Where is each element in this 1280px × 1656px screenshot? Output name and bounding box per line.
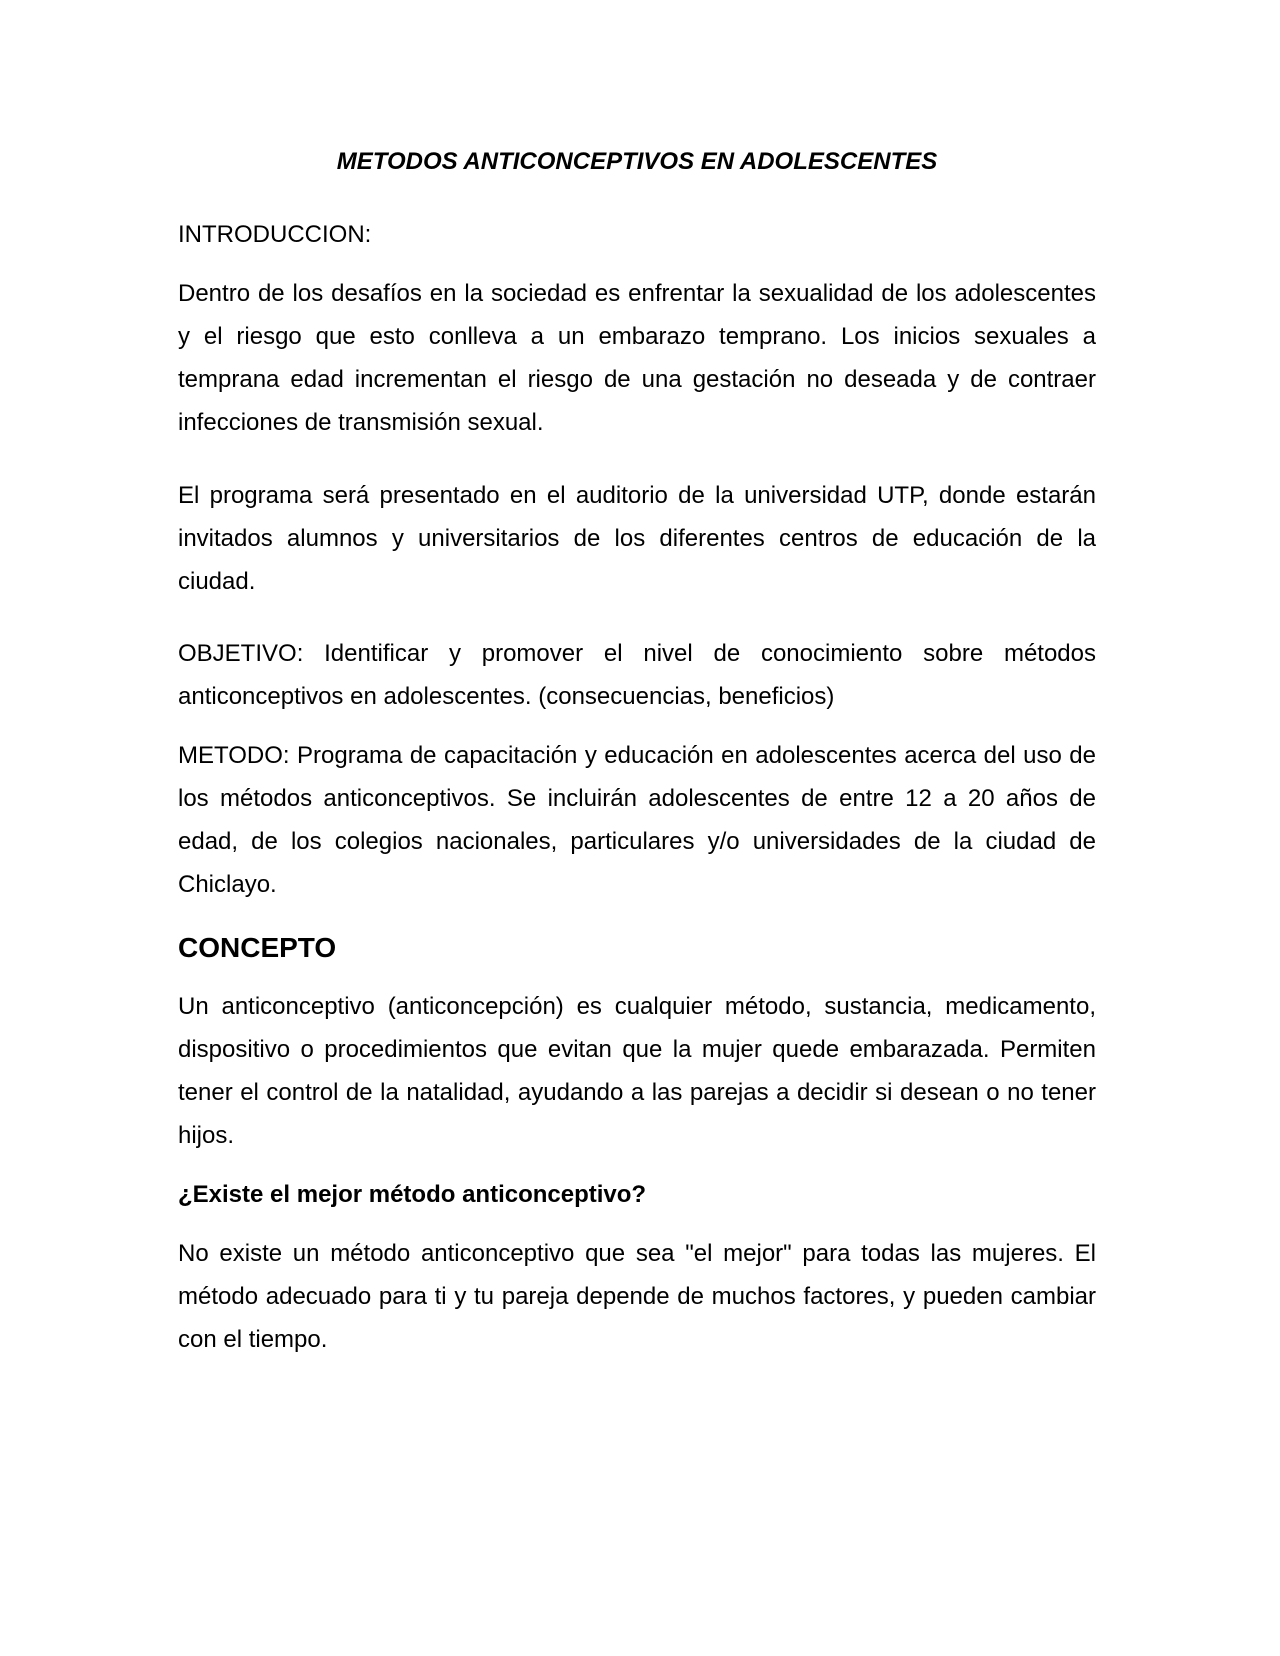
method-paragraph: METODO: Programa de capacitación y educación en adolescentes acerca del uso de los métodos anticonceptivos. Se incluirán adolescentes de entre 12 a 20 años de edad, de los colegios nacionales, particulares y/o universidades de la ciudad de Chiclayo. xyxy=(178,742,1096,898)
intro-paragraph: Dentro de los desafíos en la sociedad es enfrentar la sexualidad de los adolescentes y el riesgo que esto conlleva a un embarazo temprano. Los inicios sexuales a temprana edad incrementan el riesgo de una gestación no deseada y de contraer infecciones de transmisión sexual. xyxy=(178,280,1096,436)
document-title: METODOS ANTICONCEPTIVOS EN ADOLESCENTES xyxy=(336,148,938,175)
objective-paragraph: OBJETIVO: Identificar y promover el nivel de conocimiento sobre métodos anticonceptivos en adolescentes. (consecuencias, beneficios) xyxy=(178,640,1096,710)
best-method-question: ¿Existe el mejor método anticonceptivo? xyxy=(178,1181,647,1208)
best-method-paragraph: No existe un método anticonceptivo que sea "el mejor" para todas las mujeres. El método adecuado para ti y tu pareja depende de muchos factores, y pueden cambiar con el tiempo. xyxy=(178,1240,1096,1353)
program-paragraph: El programa será presentado en el auditorio de la universidad UTP, donde estarán invitados alumnos y universitarios de los diferentes centros de educación de la ciudad. xyxy=(178,482,1096,595)
intro-label: INTRODUCCION: xyxy=(178,221,372,248)
concept-paragraph: Un anticonceptivo (anticoncepción) es cualquier método, sustancia, medicamento, dispositivo o procedimientos que evitan que la mujer quede embarazada. Permiten tener el control de la natalidad, ayudando a las parejas a decidir si desean o no tener hijos. xyxy=(178,993,1096,1149)
concept-heading: CONCEPTO xyxy=(178,932,337,963)
document-body xyxy=(178,140,1096,1361)
